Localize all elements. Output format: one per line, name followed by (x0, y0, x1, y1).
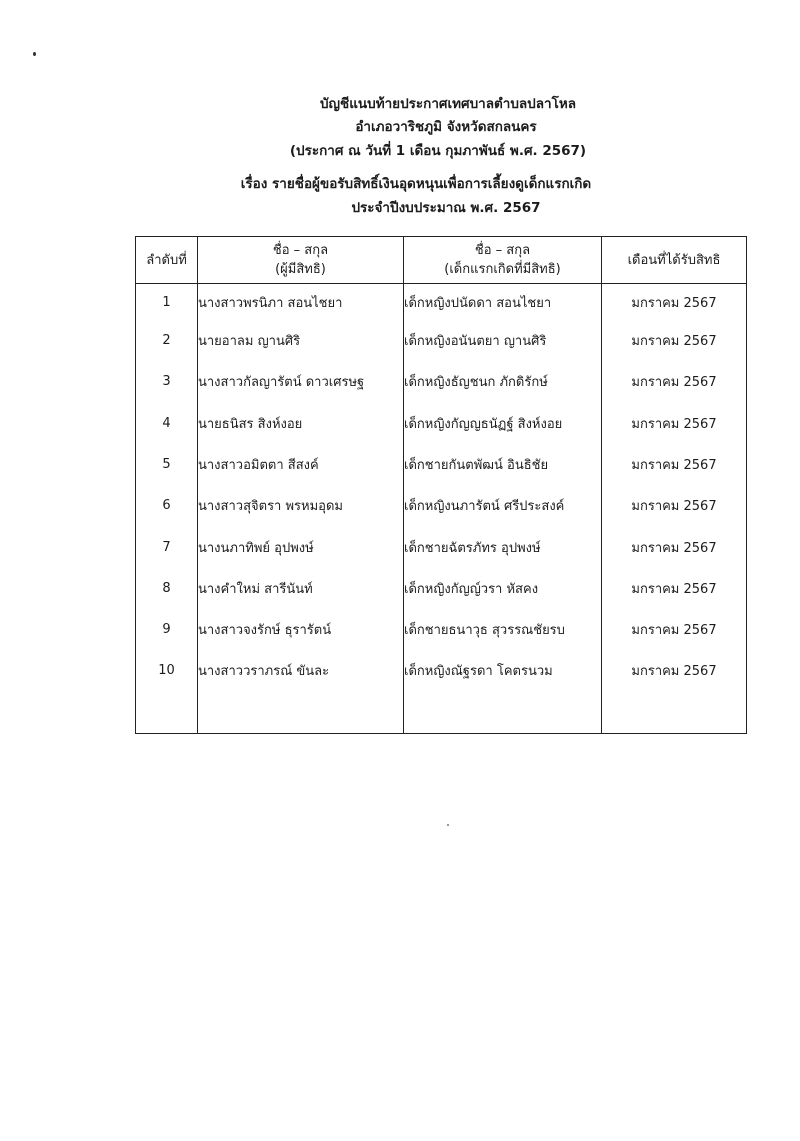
header-line-1: บัญชีแนบท้ายประกาศเทศบาลตำบลปลาโหล (319, 96, 577, 112)
row-number: 1 (136, 284, 198, 321)
scan-speck (33, 52, 36, 56)
child-name: เด็กหญิงกัญญ์วรา หัสคง (404, 568, 602, 609)
col-header-child (404, 237, 602, 284)
col-header-month: เดือนที่ได้รับสิทธิ (602, 237, 747, 284)
entitlement-month: มกราคม 2567 (602, 361, 747, 402)
scan-speck (447, 824, 449, 826)
entitlement-month: มกราคม 2567 (602, 568, 747, 609)
col-header-no: ลำดับที่ (136, 237, 198, 284)
entitlement-month: มกราคม 2567 (602, 320, 747, 361)
entitlement-month: มกราคม 2567 (602, 485, 747, 526)
table-row (136, 609, 747, 650)
child-name: เด็กหญิงอนันตยา ญานศิริ (404, 320, 602, 361)
col-header-parent (198, 237, 404, 284)
fiscal-year-line: ประจำปีงบประมาณ พ.ศ. 2567 (351, 200, 541, 216)
child-name: เด็กหญิงณัฐรดา โคตรนวม (404, 650, 602, 691)
parent-name: นางคำใหม่ สารีนันท์ (198, 568, 404, 609)
beneficiary-table (135, 236, 747, 734)
row-number: 9 (136, 609, 198, 650)
col-header-parent-sub: (ผู้มีสิทธิ) (275, 262, 326, 277)
row-number: 10 (136, 650, 198, 691)
col-header-child-title: ชื่อ – สกุล (474, 243, 531, 258)
parent-name: นางสาวสุจิตรา พรหมอุดม (198, 485, 404, 526)
empty-cell (136, 691, 198, 733)
empty-cell (198, 691, 404, 733)
child-name: เด็กชายกันตพัฒน์ อินธิชัย (404, 444, 602, 485)
child-name: เด็กหญิงปนัดดา สอนไชยา (404, 284, 602, 321)
child-name: เด็กชายฉัตรภัทร อุปพงษ์ (404, 526, 602, 567)
parent-name: นายอาลม ญานศิริ (198, 320, 404, 361)
parent-name: นางสาวจงรักษ์ ธุรารัตน์ (198, 609, 404, 650)
parent-name: นางนภาทิพย์ อุปพงษ์ (198, 526, 404, 567)
empty-cell (404, 691, 602, 733)
table-row (136, 361, 747, 402)
table-row (136, 284, 747, 321)
parent-name: นายธนิสร สิงห์งอย (198, 403, 404, 444)
row-number: 4 (136, 403, 198, 444)
empty-cell (602, 691, 747, 733)
child-name: เด็กหญิงธัญชนก ภักดิรักษ์ (404, 361, 602, 402)
table-header-row (136, 237, 747, 284)
entitlement-month: มกราคม 2567 (602, 284, 747, 321)
entitlement-month: มกราคม 2567 (602, 444, 747, 485)
row-number: 7 (136, 526, 198, 567)
row-number: 6 (136, 485, 198, 526)
child-name: เด็กชายธนาวุธ สุวรรณชัยรบ (404, 609, 602, 650)
parent-name: นางสาวกัลญารัตน์ ดาวเศรษฐ (198, 361, 404, 402)
child-name: เด็กหญิงนภารัตน์ ศรีประสงค์ (404, 485, 602, 526)
header-line-3: (ประกาศ ณ วันที่ 1 เดือน กุมภาพันธ์ พ.ศ. 2567) (289, 143, 587, 159)
table-row (136, 320, 747, 361)
entitlement-month: มกราคม 2567 (602, 526, 747, 567)
entitlement-month: มกราคม 2567 (602, 403, 747, 444)
empty-table-space (136, 691, 747, 733)
col-header-parent-title: ชื่อ – สกุล (272, 243, 329, 258)
row-number: 5 (136, 444, 198, 485)
row-number: 8 (136, 568, 198, 609)
header-line-2: อำเภอวาริชภูมิ จังหวัดสกลนคร (355, 119, 537, 135)
parent-name: นางสาววราภรณ์ ขันละ (198, 650, 404, 691)
table-row (136, 485, 747, 526)
row-number: 2 (136, 320, 198, 361)
document-subject: เรื่อง รายชื่อผู้ขอรับสิทธิ์เงินอุดหนุนเพื่อการเลี้ยงดูเด็กแรกเกิด (240, 176, 592, 192)
table-row (136, 444, 747, 485)
table-row (136, 526, 747, 567)
row-number: 3 (136, 361, 198, 402)
entitlement-month: มกราคม 2567 (602, 650, 747, 691)
table-row (136, 650, 747, 691)
child-name: เด็กหญิงกัญญธนัฏฐ์ สิงห์งอย (404, 403, 602, 444)
col-header-child-sub: (เด็กแรกเกิดที่มีสิทธิ) (444, 262, 561, 277)
table-row (136, 403, 747, 444)
parent-name: นางสาวพรนิภา สอนไชยา (198, 284, 404, 321)
parent-name: นางสาวอมิตตา สีสงค์ (198, 444, 404, 485)
entitlement-month: มกราคม 2567 (602, 609, 747, 650)
table-row (136, 568, 747, 609)
